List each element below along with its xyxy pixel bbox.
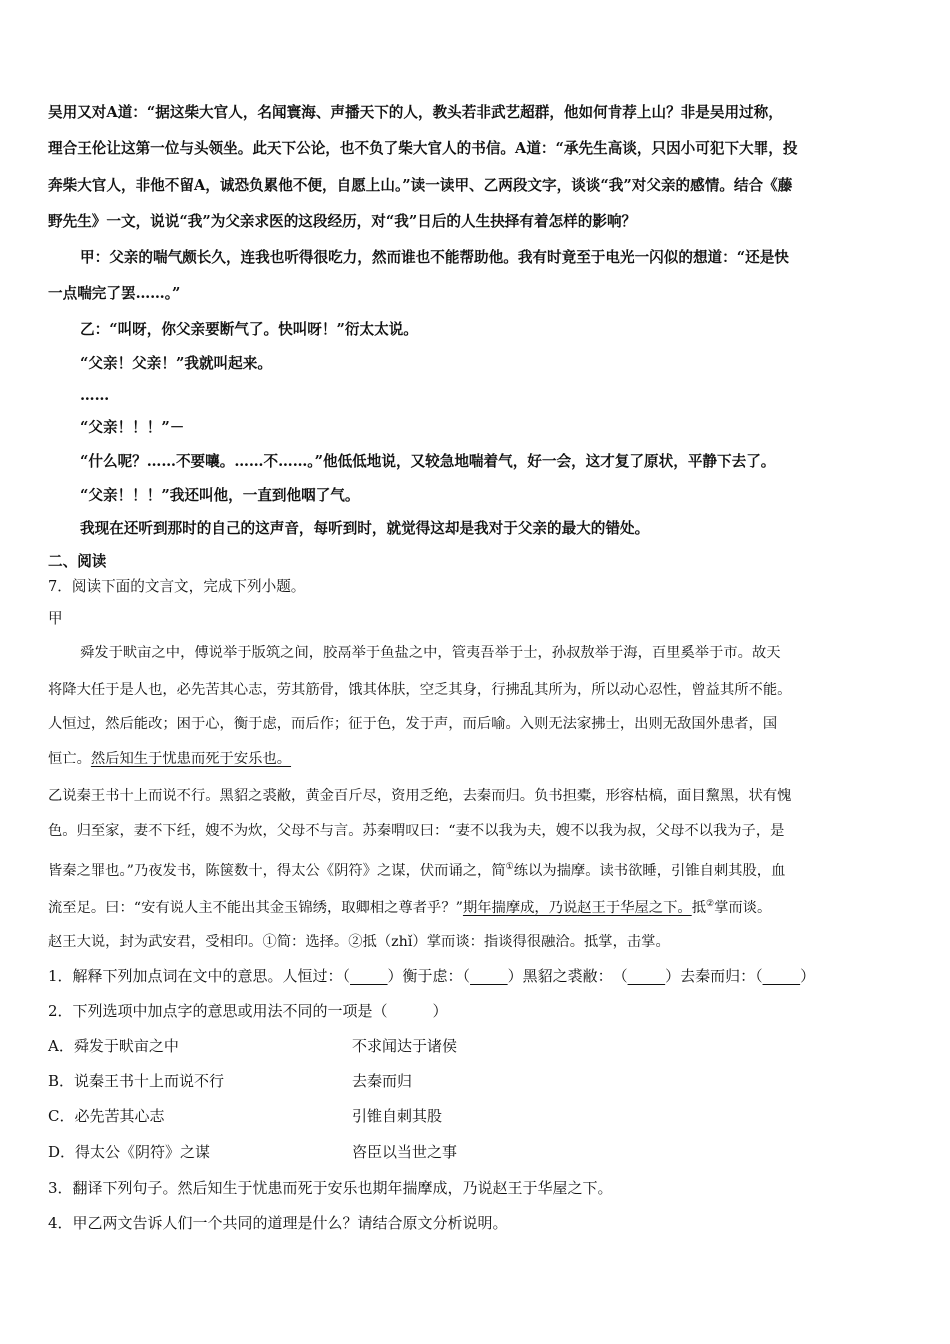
yi-text-line-4-b: 抵 [691, 899, 706, 916]
option-a-left: A．舜发于畎亩之中 [48, 1037, 179, 1055]
answer-blank-3[interactable]: _____ [627, 967, 666, 985]
underlined-sentence-1: 然后知生于忧患而死于安乐也。 [90, 751, 292, 767]
intro-line-4: 野先生》一文，说说“我”为父亲求医的这段经历，对“我”日后的人生抉择有着怎样的影响？ [48, 213, 637, 230]
intro-line-3: 奔柴大官人，非他不留A，诚恐负累他不便，自愿上山。”读一读甲、乙两段文字，谈谈“我”对父亲的感情。结合《藤 [48, 177, 793, 194]
answer-blank-2[interactable]: _____ [470, 967, 508, 985]
dialogue-line-3: “什么呢？……不要嚷。……不……。”他低低地说，又较急地喘着气，好一会，这才复了原状，平静下去了。 [80, 453, 776, 470]
section-title: 二、阅读 [48, 553, 107, 570]
question-3: 3．翻译下列句子。然后知生于忧患而死于安乐也期年揣摩成，乃说赵王于华屋之下。 [48, 1179, 613, 1197]
option-c-left: C．必先苦其心志 [48, 1107, 165, 1125]
question-1-mid-2: ）黑貂之裘敝： （ [507, 967, 628, 985]
yi-text-line-5: 赵王大说，封为武安君，受相印。①简：选择。②抵（zhǐ）掌而谈：指谈得很融洽。抵掌，击掌。 [48, 934, 670, 950]
yi-text-line-2: 色。归至家，妻不下纴，嫂不为炊，父母不与言。苏秦喟叹曰：“妻不以我为夫，嫂不以我为叔，父母不以我为子，是 [48, 823, 785, 839]
question-1-prefix: 1．解释下列加点词在文中的意思。人恒过：（ [48, 967, 351, 985]
jia-text-line-4 [48, 749, 908, 769]
intro-line-1: 吴用又对A道：“据这柴大官人，名闻寰海、声播天下的人，教头若非武艺超群，他如何肯荐上山？非是吴用过称， [48, 104, 783, 121]
jia-excerpt-line-2: 一点喘完了罢……。” [48, 285, 181, 302]
jia-text-line-3: 人恒过，然后能改；困于心，衡于虑，而后作；征于色，发于声，而后喻。入则无法家拂士，出则无敌国外患者，国 [48, 716, 778, 732]
dialogue-line-4: “父亲！！！”我还叫他，一直到他咽了气。 [80, 487, 360, 504]
footnote-marker-1: ① [505, 862, 514, 872]
yi-text-line-4-c: 掌而谈。 [714, 899, 772, 916]
yi-text-line-4 [48, 894, 908, 918]
closing-line: 我现在还听到那时的自己的这声音，每听到时，就觉得这却是我对于父亲的最大的错处。 [80, 520, 650, 537]
option-a-right: 不求闻达于诸侯 [352, 1037, 458, 1055]
underlined-sentence-2: 期年揣摩成，乃说赵王于华屋之下。 [462, 899, 692, 916]
answer-blank-4[interactable]: _____ [762, 967, 801, 985]
yi-text-line-3 [48, 857, 908, 881]
jia-label: 甲 [48, 610, 63, 627]
dialogue-line-2: “父亲！！！”－ [80, 419, 185, 436]
question-4: 4．甲乙两文告诉人们一个共同的道理是什么？请结合原文分析说明。 [48, 1214, 508, 1232]
ellipsis-line: …… [80, 387, 110, 404]
option-b-right: 去秦而归 [352, 1072, 413, 1090]
option-d-left: D．得太公《阴符》之谋 [48, 1143, 211, 1161]
question-2: 2．下列选项中加点字的意思或用法不同的一项是（ ） [48, 1002, 448, 1020]
yi-text-line-3-b: 练以为揣摩。读书欲睡，引锥自刺其股，血 [513, 862, 786, 879]
jia-text-line-1: 舜发于畎亩之中，傅说举于版筑之间，胶鬲举于鱼盐之中，管夷吾举于士，孙叔敖举于海，百里奚举于市。故天 [80, 645, 781, 661]
option-c-right: 引锥自刺其股 [352, 1107, 443, 1125]
jia-text-line-2: 将降大任于是人也，必先苦其心志，劳其筋骨，饿其体肤，空乏其身，行拂乱其所为，所以动心忍性，曾益其所不能。 [48, 682, 792, 698]
question-1 [48, 966, 908, 986]
option-b-left: B．说秦王书十上而说不行 [48, 1072, 225, 1090]
yi-excerpt-line: 乙：“叫呀，你父亲要断气了。快叫呀！”衍太太说。 [80, 321, 418, 338]
footnote-marker-2: ② [705, 899, 715, 909]
answer-blank-1[interactable]: _____ [350, 967, 388, 985]
option-d-right: 咨臣以当世之事 [352, 1143, 458, 1161]
yi-text-line-3-a: 皆秦之罪也。”乃夜发书，陈箧数十，得太公《阴符》之谋，伏而诵之，简 [48, 862, 506, 879]
yi-text-line-1: 乙说秦王书十上而说不行。黑貂之裘敝，黄金百斤尽，资用乏绝，去秦而归。负书担橐，形容枯槁，面目黧黑，状有愧 [48, 788, 792, 804]
question-1-end: ） [800, 967, 816, 985]
jia-text-line-4-plain: 恒亡。 [48, 751, 91, 767]
question-1-mid-1: ）衡于虑：（ [387, 967, 471, 985]
jia-excerpt-line-1: 甲：父亲的喘气颇长久，连我也听得很吃力，然而谁也不能帮助他。我有时竟至于电光一闪似的想道：“还是快 [80, 249, 789, 266]
intro-line-2: 理合王伦让这第一位与头领坐。此天下公论，也不负了柴大官人的书信。A道：“承先生高谈，只因小可犯下大罪，投 [48, 140, 798, 157]
question-7-prompt: 7．阅读下面的文言文，完成下列小题。 [48, 578, 306, 595]
yi-text-line-4-a: 流至足。曰：“安有说人主不能出其金玉锦绣，取卿相之尊者乎？” [48, 899, 463, 916]
question-1-mid-3: ）去秦而归：（ [665, 967, 763, 985]
dialogue-line-1: “父亲！父亲！”我就叫起来。 [80, 355, 272, 372]
